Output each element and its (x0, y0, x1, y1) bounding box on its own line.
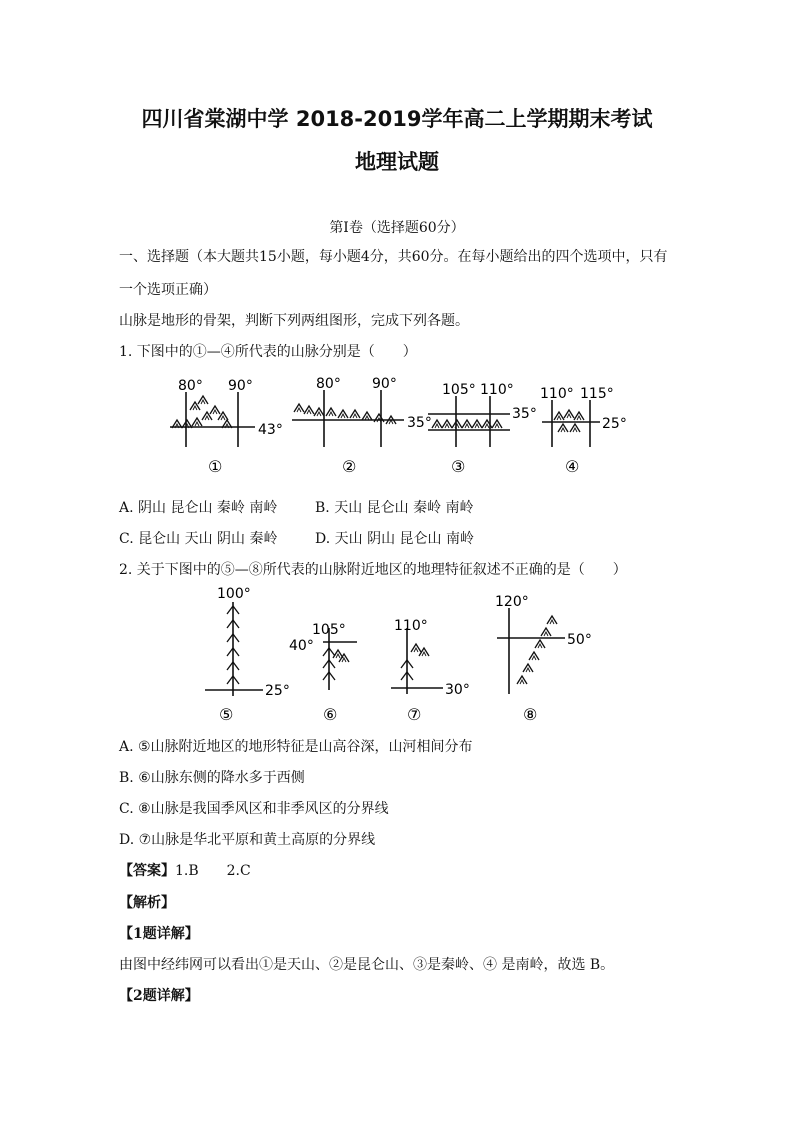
figure-panel-7 (391, 618, 470, 724)
question-1-option-d: D. 天山 阴山 昆仑山 南岭 (315, 531, 474, 547)
panel-3-latitude: 35° (512, 406, 537, 422)
analysis-heading: 【解析】 (119, 895, 175, 911)
panel-4-longitude-1: 110° (540, 386, 574, 402)
panel-3-longitude-2: 110° (480, 382, 514, 398)
question-1-detail: 由图中经纬网可以看出①是天山、②是昆仑山、③是秦岭、④ 是南岭，故选 B。 (119, 957, 615, 973)
instruction-line-2: 一个选项正确） (119, 282, 217, 298)
panel-4-longitude-2: 115° (580, 386, 614, 402)
question-group-intro: 山脉是地形的骨架，判断下列两组图形，完成下列各题。 (119, 313, 469, 329)
panel-5-number: ⑤ (219, 705, 234, 724)
question-2-option-b: B. ⑥山脉东侧的降水多于西侧 (119, 770, 305, 786)
document-subtitle: 地理试题 (355, 150, 439, 174)
question-2-option-c: C. ⑧山脉是我国季风区和非季风区的分界线 (119, 801, 389, 817)
panel-1-longitude-2: 90° (228, 378, 253, 394)
panel-6-latitude: 40° (289, 638, 314, 654)
figure-panel-4 (540, 386, 627, 476)
question-1-figure (160, 372, 640, 482)
panel-3-number: ③ (451, 457, 466, 476)
panel-2-longitude-1: 80° (316, 376, 341, 392)
panel-2-latitude: 35° (407, 415, 432, 431)
question-2-figure (195, 584, 615, 726)
question-1-detail-heading: 【1题详解】 (119, 926, 199, 942)
panel-6-number: ⑥ (323, 705, 338, 724)
panel-1-longitude-1: 80° (178, 378, 203, 394)
panel-8-number: ⑧ (523, 705, 538, 724)
panel-6-longitude: 105° (312, 622, 346, 638)
figure-panel-6 (289, 622, 357, 724)
panel-5-latitude: 25° (265, 683, 290, 699)
panel-7-number: ⑦ (407, 705, 422, 724)
panel-4-number: ④ (565, 457, 580, 476)
section-heading: 第Ⅰ卷（选择题60分） (329, 220, 465, 236)
panel-2-longitude-2: 90° (372, 376, 397, 392)
question-2-option-d: D. ⑦山脉是华北平原和黄土高原的分界线 (119, 832, 376, 848)
figure-panel-3 (428, 382, 537, 476)
panel-3-longitude-1: 105° (442, 382, 476, 398)
panel-2-number: ② (342, 457, 357, 476)
answer-text: 1.B 2.C (175, 863, 251, 879)
panel-4-latitude: 25° (602, 416, 627, 432)
question-1-stem: 1. 下图中的①—④所代表的山脉分别是（ ） (119, 344, 417, 360)
question-2-stem: 2. 关于下图中的⑤—⑧所代表的山脉附近地区的地理特征叙述不正确的是（ ） (119, 562, 627, 578)
question-2-detail-heading: 【2题详解】 (119, 988, 199, 1004)
panel-8-longitude: 120° (495, 594, 529, 610)
answer-label: 【答案】 (119, 863, 175, 879)
panel-1-latitude: 43° (258, 422, 283, 438)
panel-7-latitude: 30° (445, 682, 470, 698)
question-1-option-b: B. 天山 昆仑山 秦岭 南岭 (315, 500, 474, 516)
panel-1-number: ① (208, 457, 223, 476)
answer-line (119, 862, 251, 880)
document-title: 四川省棠湖中学 2018-2019学年高二上学期期末考试 (141, 107, 653, 131)
panel-7-longitude: 110° (394, 618, 428, 634)
figure-panel-8 (495, 594, 592, 724)
question-2-option-a: A. ⑤山脉附近地区的地形特征是山高谷深，山河相间分布 (119, 739, 473, 755)
figure-panel-5 (205, 586, 290, 724)
panel-8-latitude: 50° (567, 632, 592, 648)
panel-5-longitude: 100° (217, 586, 251, 602)
question-1-option-c: C. 昆仑山 天山 阴山 秦岭 (119, 531, 278, 547)
instruction-line-1: 一、选择题（本大题共15小题，每小题4分，共60分。在每小题给出的四个选项中，只有 (119, 249, 668, 265)
figure-panel-1 (170, 378, 283, 476)
question-1-option-a: A. 阴山 昆仑山 秦岭 南岭 (119, 500, 278, 516)
figure-panel-2 (292, 376, 432, 476)
